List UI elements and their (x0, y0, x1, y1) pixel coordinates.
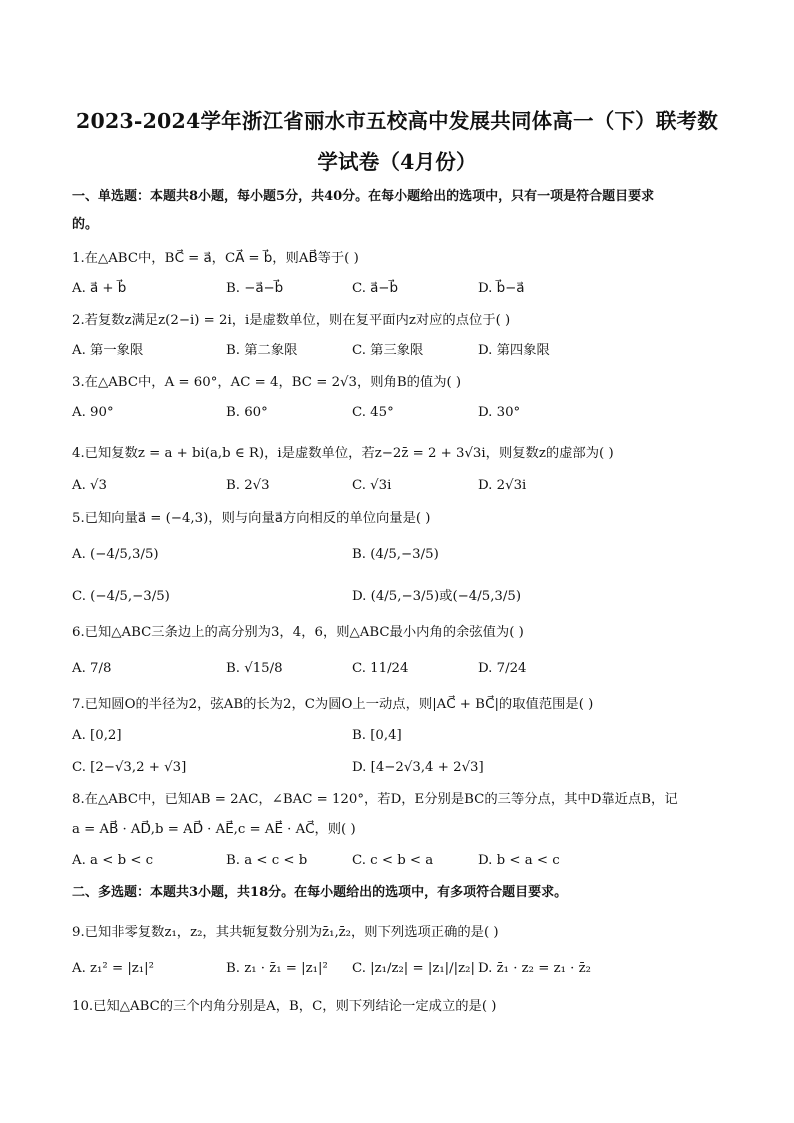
q2-option-d: D. 第四象限 (478, 343, 550, 358)
q3-option-d: D. 30° (478, 405, 521, 420)
q3-option-a: A. 90° (72, 405, 114, 420)
question-8-stem: 8.在△ABC中，已知AB = 2AC，∠BAC = 120°，若D，E分别是BC的三等分点，其中D靠近点B，记 (72, 792, 678, 807)
q3-option-b: B. 60° (226, 405, 268, 420)
question-8-stem-cont: a = AB⃗ · AD⃗,b = AD⃗ · AE⃗,c = AE⃗ · AC⃗，则( ) (72, 822, 356, 837)
question-10-stem: 10.已知△ABC的三个内角分别是A，B，C，则下列结论一定成立的是( ) (72, 999, 497, 1014)
q1-option-d: D. b⃗−a⃗ (478, 281, 525, 296)
q6-option-c: C. 11/24 (352, 661, 409, 676)
q9-option-d: D. z̄₁ · z₂ = z₁ · z̄₂ (478, 961, 591, 976)
q4-option-b: B. 2√3 (226, 478, 270, 493)
q7-option-c: C. [2−√3,2 + √3] (72, 760, 187, 775)
q5-option-a: A. (−4/5,3/5) (72, 547, 159, 562)
q1-option-c: C. a⃗−b⃗ (352, 281, 398, 296)
section1-heading (72, 188, 654, 206)
exam-title-line2: 学试卷（4月份） (317, 150, 477, 174)
q4-option-d: D. 2√3i (478, 478, 527, 493)
q3-option-c: C. 45° (352, 405, 394, 420)
q8-option-b: B. a < c < b (226, 853, 308, 868)
q9-option-c: C. |z₁/z₂| = |z₁|/|z₂| (352, 961, 475, 976)
q9-option-a: A. z₁² = |z₁|² (72, 961, 154, 976)
question-4-stem: 4.已知复数z = a + bi(a,b ∈ R)，i是虚数单位，若z−2z̄ = 2 + 3√3i，则复数z的虚部为( ) (72, 446, 614, 461)
q7-option-a: A. [0,2] (72, 728, 122, 743)
q7-option-b: B. [0,4] (352, 728, 402, 743)
q9-option-b: B. z₁ · z̄₁ = |z₁|² (226, 961, 328, 976)
question-9-stem: 9.已知非零复数z₁，z₂，其共轭复数分别为z̄₁,z̄₂，则下列选项正确的是( ) (72, 925, 499, 940)
q4-option-c: C. √3i (352, 478, 392, 493)
q7-option-d: D. [4−2√3,4 + 2√3] (352, 760, 484, 775)
question-7-stem: 7.已知圆O的半径为2，弦AB的长为2，C为圆O上一动点，则|AC⃗ + BC⃗|的取值范围是( ) (72, 697, 594, 712)
q8-option-a: A. a < b < c (72, 853, 154, 868)
q1-option-b: B. −a⃗−b⃗ (226, 281, 284, 296)
q8-option-d: D. b < a < c (478, 853, 560, 868)
q2-option-c: C. 第三象限 (352, 343, 424, 358)
question-6-stem: 6.已知△ABC三条边上的高分别为3，4，6，则△ABC最小内角的余弦值为( ) (72, 625, 524, 640)
q1-option-a: A. a⃗ + b⃗ (72, 281, 127, 296)
section2-heading (72, 884, 567, 902)
q5-option-c: C. (−4/5,−3/5) (72, 589, 170, 604)
question-2-stem: 2.若复数z满足z(2−i) = 2i，i是虚数单位，则在复平面内z对应的点位于( ) (72, 313, 511, 328)
q6-option-d: D. 7/24 (478, 661, 527, 676)
section2-heading-text: 二、多选题：本题共3小题，共18分。在每小题给出的选项中，有多项符合题目要求。 (72, 885, 568, 900)
question-3-stem: 3.在△ABC中，A = 60°，AC = 4，BC = 2√3，则角B的值为( ) (72, 375, 462, 390)
section1-heading-text2: 的。 (72, 217, 99, 232)
q5-option-d: D. (4/5,−3/5)或(−4/5,3/5) (352, 589, 522, 604)
q6-option-a: A. 7/8 (72, 661, 112, 676)
question-5-stem: 5.已知向量a⃗ = (−4,3)，则与向量a⃗方向相反的单位向量是( ) (72, 511, 431, 526)
q8-option-c: C. c < b < a (352, 853, 434, 868)
q5-option-b: B. (4/5,−3/5) (352, 547, 439, 562)
exam-title-line1: 2023-2024学年浙江省丽水市五校高中发展共同体高一（下）联考数 (76, 109, 718, 133)
question-1-stem: 1.在△ABC中，BC⃗ = a⃗，CA⃗ = b⃗，则AB⃗等于( ) (72, 251, 359, 266)
q4-option-a: A. √3 (72, 478, 107, 493)
q2-option-b: B. 第二象限 (226, 343, 298, 358)
q6-option-b: B. √15/8 (226, 661, 283, 676)
q2-option-a: A. 第一象限 (72, 343, 144, 358)
section1-heading-text: 一、单选题：本题共8小题，每小题5分，共40分。在每小题给出的选项中，只有一项是符合题目要求 (72, 189, 655, 204)
section1-heading-cont (72, 216, 98, 234)
